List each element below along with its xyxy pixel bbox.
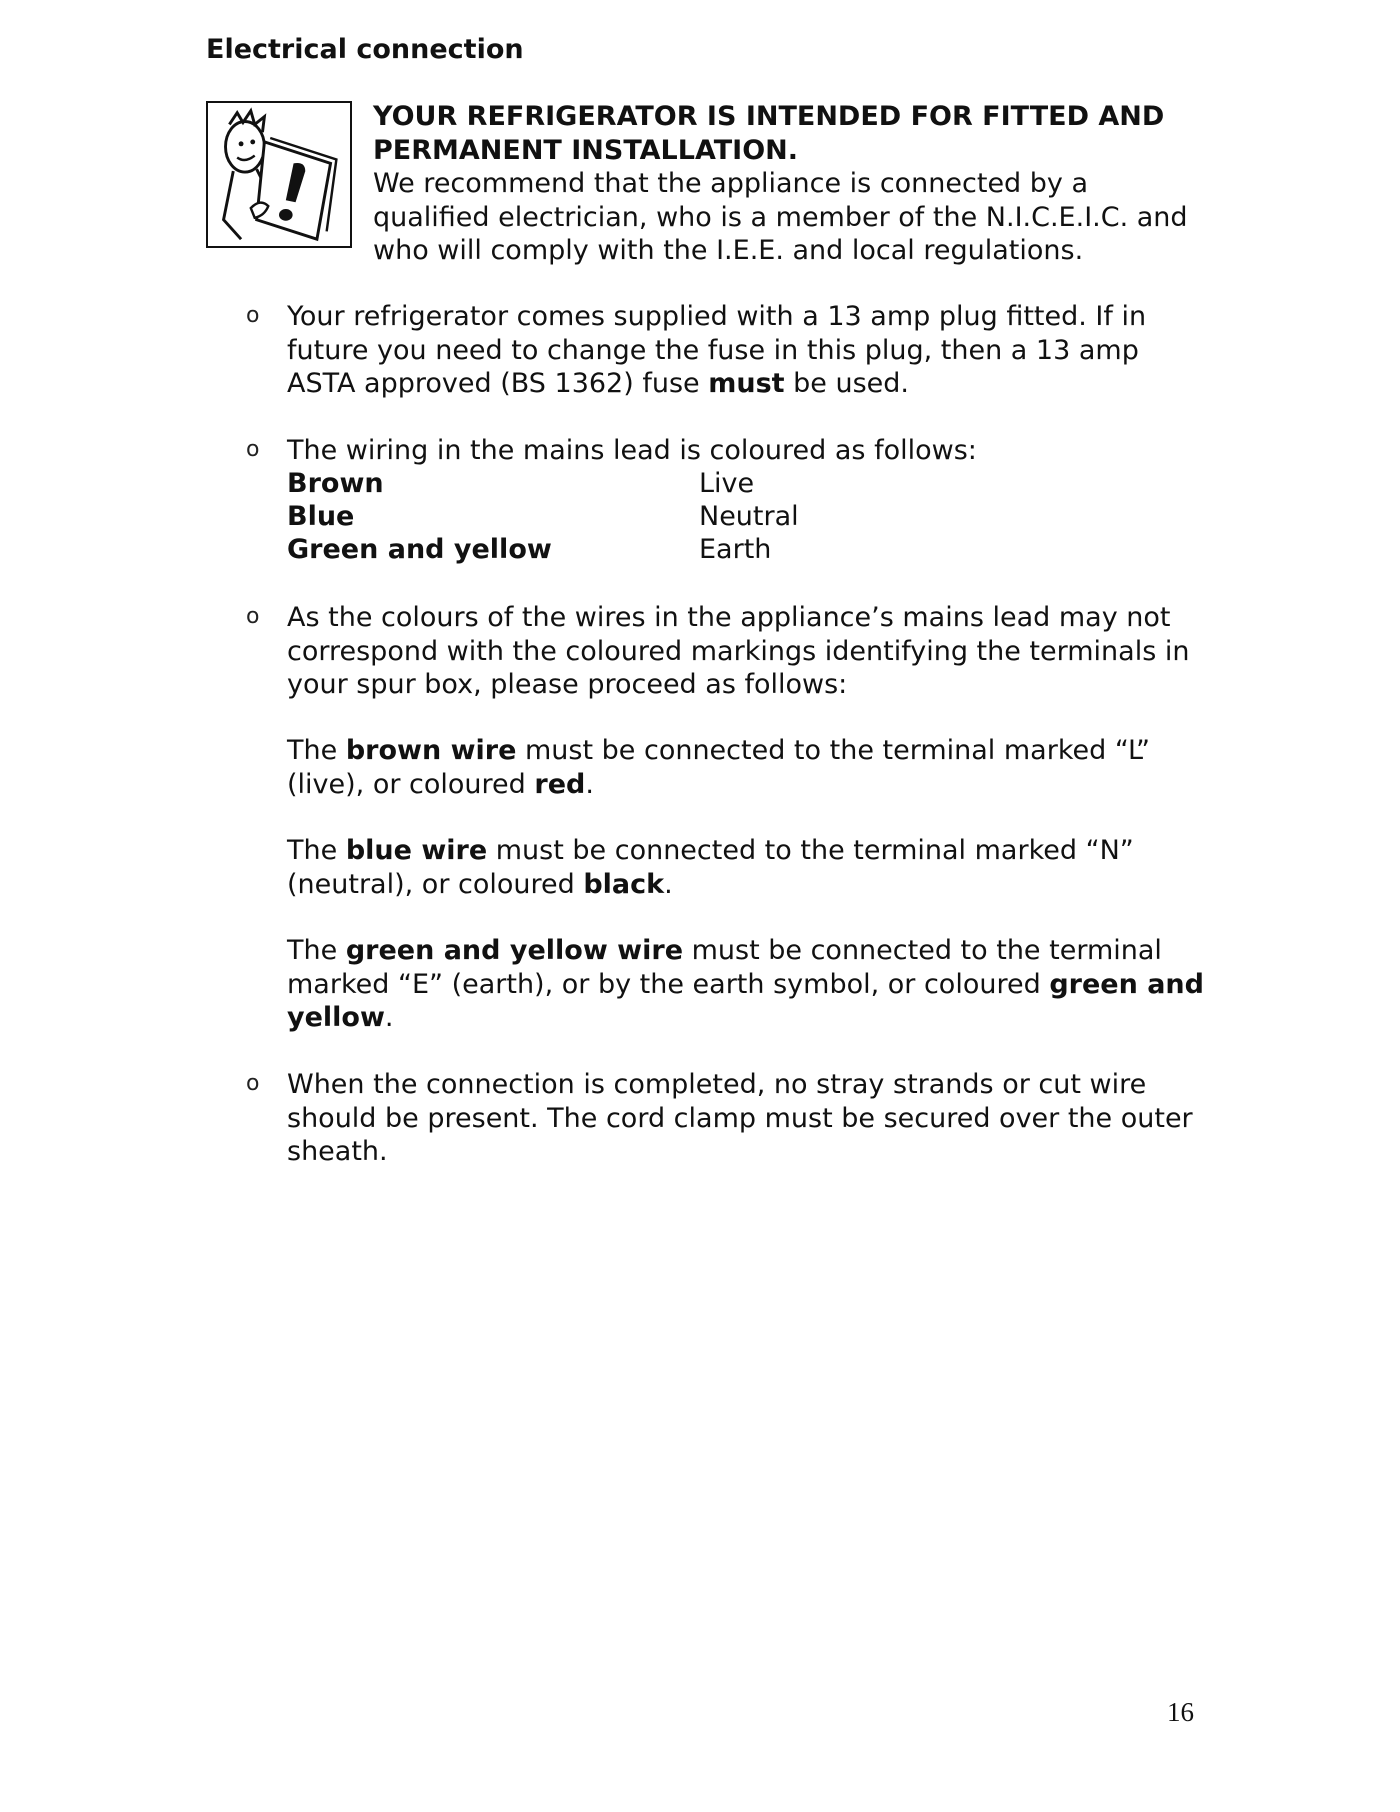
intro-caps-text: YOUR REFRIGERATOR IS INTENDED FOR FITTED AND PERMANENT INSTALLATION. [373, 101, 1165, 166]
green-t3: . [384, 1002, 394, 1033]
wire-role: Neutral [699, 501, 799, 532]
fuse-paragraph [287, 300, 1207, 401]
wire-row-blue [287, 500, 987, 534]
intro-body-text: We recommend that the appliance is connected by a qualified electrician, who is a member of the N.I.C.E.I.C. and who will comply with the I.E.E. and local regulations. [373, 168, 1188, 266]
blue-t2: must be connected to the terminal marked “N” (neutral), or coloured [287, 835, 1134, 900]
wiring-intro: The wiring in the mains lead is coloured as follows: [287, 435, 977, 466]
intro-notice [373, 100, 1213, 268]
green-t1: The [287, 935, 346, 966]
bullet-marker: o [246, 1071, 260, 1096]
brown-t1: The [287, 735, 346, 766]
wire-row-green-yellow [287, 533, 987, 567]
warning-cartoon-icon [206, 101, 352, 248]
section-heading: Electrical connection [206, 34, 524, 65]
blue-t1: The [287, 835, 346, 866]
wire-role: Earth [699, 534, 772, 565]
blue-t3: . [664, 868, 673, 900]
blue-b2: black [583, 868, 665, 900]
fuse-text-before: Your refrigerator comes supplied with a 13 amp plug fitted. If in future you need to change the fuse in this plug, then a 13 amp ASTA approved (BS 1362) fuse [287, 301, 1147, 399]
green-b1: green and yellow wire [345, 935, 684, 966]
brown-t3: . [585, 768, 594, 800]
brown-wire-paragraph [287, 734, 1207, 801]
brown-t2: must be connected to the terminal marked “L” (live), or coloured [287, 735, 1150, 800]
brown-b1: brown wire [345, 735, 517, 766]
bullet-marker: o [246, 604, 260, 629]
page-number: 16 [1167, 1697, 1194, 1727]
green-yellow-wire-paragraph [287, 934, 1207, 1035]
green-t2: must be connected to the terminal marked “E” (earth), or by the earth symbol, or coloured [287, 935, 1162, 1000]
wire-row-brown [287, 467, 987, 501]
warning-cartoon-drawing [208, 103, 350, 246]
brown-b2: red [534, 768, 586, 800]
blue-b1: blue wire [345, 835, 488, 866]
bullet-marker: o [246, 303, 260, 328]
fuse-text-after: be used. [784, 368, 910, 399]
spur-box-paragraph: As the colours of the wires in the appliance’s mains lead may not correspond with the coloured markings identifying the terminals in your spur box, please proceed as follows: [287, 602, 1190, 700]
wire-colour: Green and yellow [287, 534, 552, 565]
wire-colour: Brown [287, 468, 384, 499]
fuse-text-bold: must [708, 368, 785, 399]
green-b2: green and yellow [287, 968, 1204, 1033]
completion-paragraph: When the connection is completed, no stray strands or cut wire should be present. The cord clamp must be secured over the outer sheath. [287, 1069, 1193, 1167]
wire-role: Live [699, 468, 755, 499]
blue-wire-paragraph [287, 834, 1207, 901]
wire-colour: Blue [287, 501, 355, 532]
bullet-marker: o [246, 437, 260, 462]
